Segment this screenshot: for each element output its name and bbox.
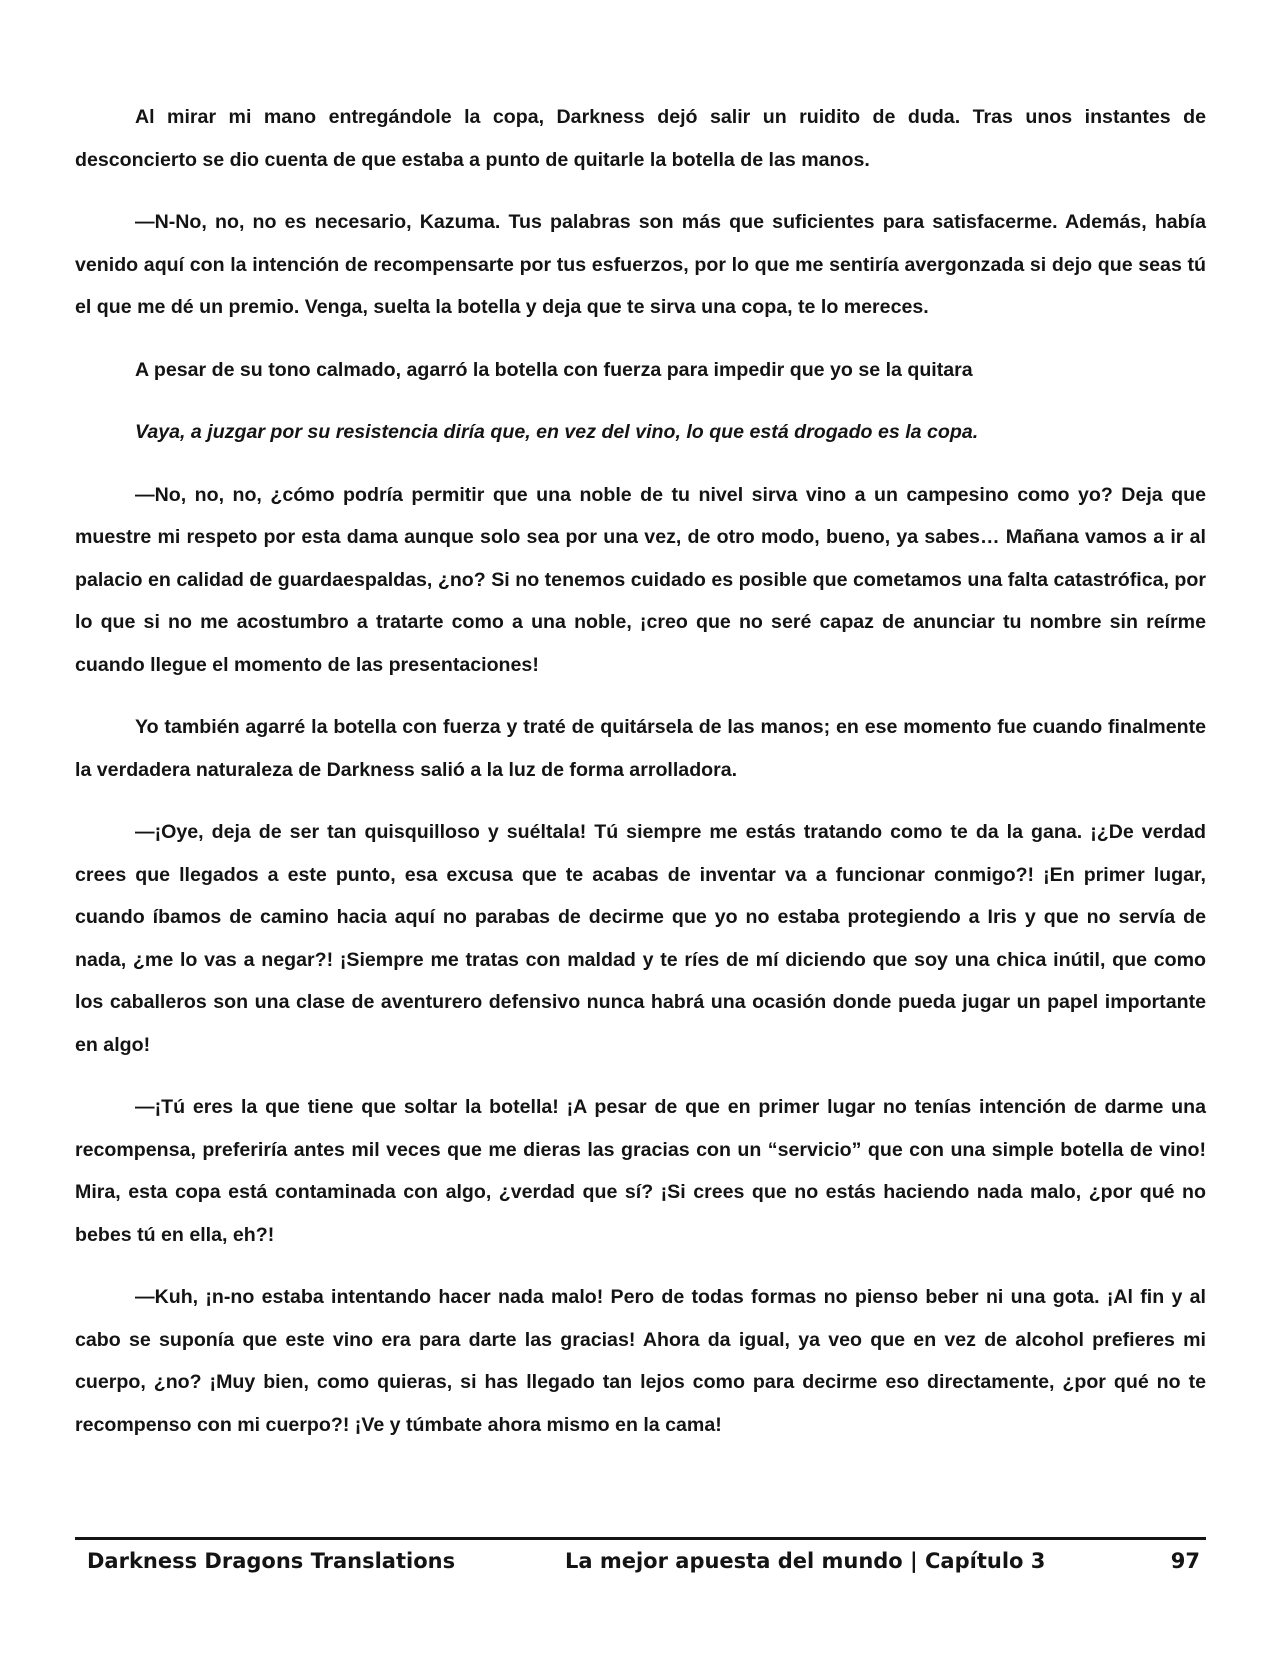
paragraph: Al mirar mi mano entregándole la copa, Darkness dejó salir un ruidito de duda. Tras unos instantes de desconcierto se dio cuenta de que estaba a punto de quitarle la botella de las manos. xyxy=(75,106,1206,171)
footer-chapter-title: La mejor apuesta del mundo | Capítulo 3 xyxy=(565,1549,1046,1573)
paragraph: —¡Oye, deja de ser tan quisquilloso y suéltala! Tú siempre me estás tratando como te da la gana. ¡¿De verdad crees que llegados a este punto, esa excusa que te acabas de inventar va a funcionar conmigo?! ¡En primer lugar, cuando íbamos de camino hacia aquí no parabas de decirme que yo no estaba protegiendo a Iris y que no servía de nada, ¿me lo vas a negar?! ¡Siempre me tratas con maldad y te ríes de mí diciendo que soy una chica inútil, que como los caballeros son una clase de aventurero defensivo nunca habrá una ocasión donde pueda jugar un papel importante en algo! xyxy=(75,821,1206,1056)
page-body xyxy=(75,96,1206,1466)
paragraph: Yo también agarré la botella con fuerza y traté de quitársela de las manos; en ese momento fue cuando finalmente la verdadera naturaleza de Darkness salió a la luz de forma arrolladora. xyxy=(75,716,1206,781)
footer-divider xyxy=(75,1537,1206,1540)
footer-publisher: Darkness Dragons Translations xyxy=(87,1549,456,1573)
paragraph: —¡Tú eres la que tiene que soltar la botella! ¡A pesar de que en primer lugar no tenías intención de darme una recompensa, preferiría antes mil veces que me dieras las gracias con un “servicio” que con una simple botella de vino! Mira, esta copa está contaminada con algo, ¿verdad que sí? ¡Si crees que no estás haciendo nada malo, ¿por qué no bebes tú en ella, eh?! xyxy=(75,1096,1206,1246)
paragraph-italic: Vaya, a juzgar por su resistencia diría que, en vez del vino, lo que está drogado es la copa. xyxy=(135,421,979,443)
paragraph: —N-No, no, no es necesario, Kazuma. Tus palabras son más que suficientes para satisfacerme. Además, había venido aquí con la intención de recompensarte por tus esfuerzos, por lo que me sentiría avergonzada si dejo que seas tú el que me dé un premio. Venga, suelta la botella y deja que te sirva una copa, te lo mereces. xyxy=(75,211,1206,318)
paragraph: —Kuh, ¡n-no estaba intentando hacer nada malo! Pero de todas formas no pienso beber ni una gota. ¡Al fin y al cabo se suponía que este vino era para darte las gracias! Ahora da igual, ya veo que en vez de alcohol prefieres mi cuerpo, ¿no? ¡Muy bien, como quieras, si has llegado tan lejos como para decirme eso directamente, ¿por qué no te recompenso con mi cuerpo?! ¡Ve y túmbate ahora mismo en la cama! xyxy=(75,1286,1206,1436)
paragraph: —No, no, no, ¿cómo podría permitir que una noble de tu nivel sirva vino a un campesino como yo? Deja que muestre mi respeto por esta dama aunque solo sea por una vez, de otro modo, bueno, ya sabes… Mañana vamos a ir al palacio en calidad de guardaespaldas, ¿no? Si no tenemos cuidado es posible que cometamos una falta catastrófica, por lo que si no me acostumbro a tratarte como a una noble, ¡creo que no seré capaz de anunciar tu nombre sin reírme cuando llegue el momento de las presentaciones! xyxy=(75,483,1206,676)
page-footer xyxy=(75,1549,1206,1583)
footer-page-number: 97 xyxy=(1170,1549,1200,1573)
paragraph: A pesar de su tono calmado, agarró la botella con fuerza para impedir que yo se la quitara xyxy=(135,358,973,381)
